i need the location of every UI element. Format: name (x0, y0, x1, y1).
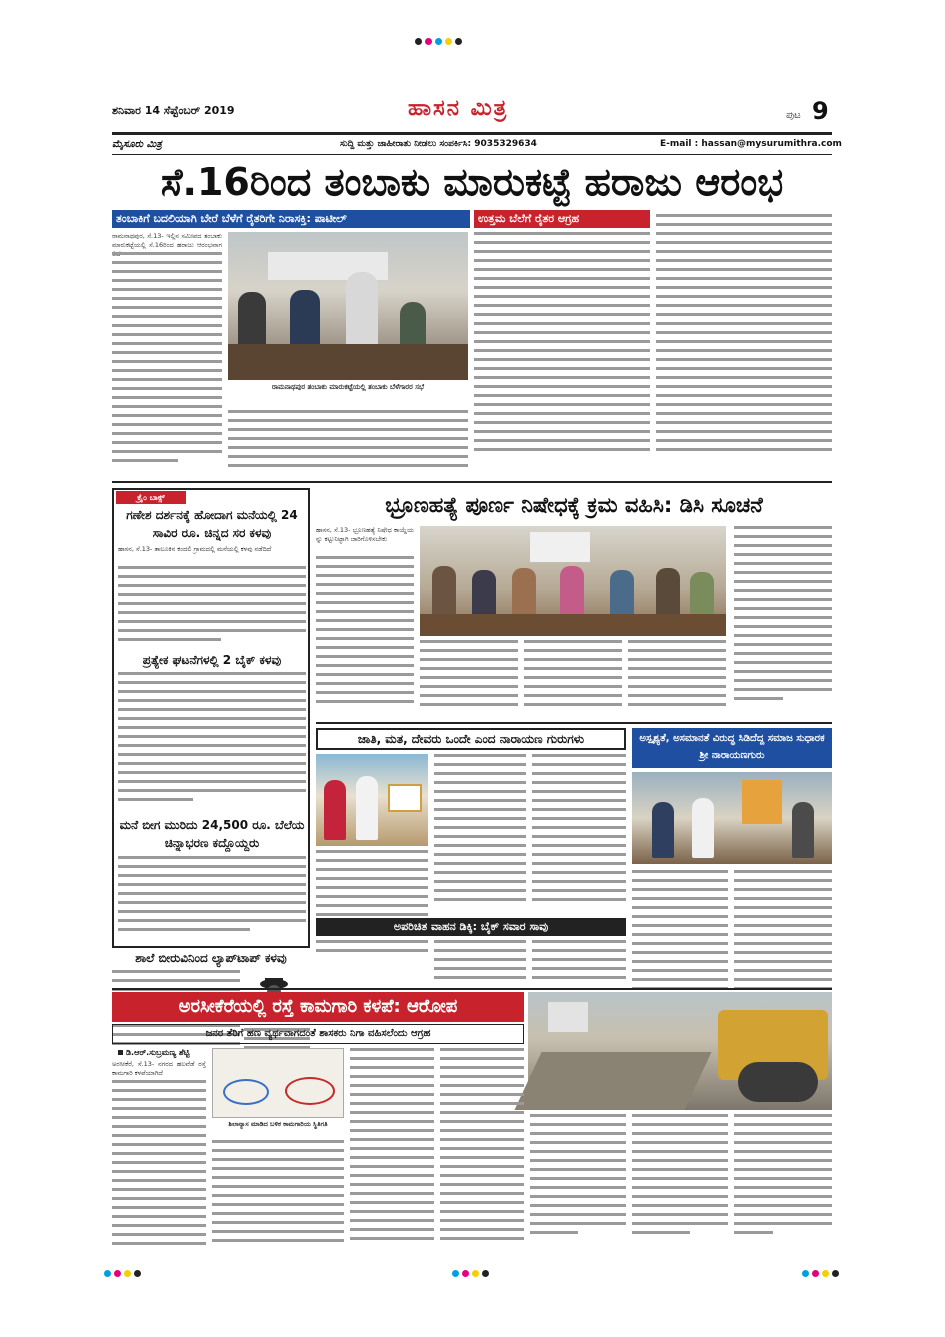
guru-headline-box (316, 728, 626, 750)
road-clipping-image (212, 1048, 344, 1118)
dc-photo-meeting (420, 526, 726, 636)
reformer-headline: ಅಸ್ಪೃಶ್ಯತೆ, ಅಸಮಾನತೆ ವಿರುದ್ಧ ಸಿಡಿದೆದ್ದ ಸಮಾಜ ಸುಧಾರಕ ಶ್ರೀ ನಾರಾಯಣಗುರು (639, 733, 825, 761)
lead-sub-right-text: ಉತ್ತಮ ಬೆಲೆಗೆ ರೈತರ ಆಗ್ರಹ (478, 212, 580, 225)
sub-logo: ಮೈಸೂರು ಮಿತ್ರ (112, 139, 162, 150)
page-label: ಪುಟ (786, 110, 801, 121)
road-col-4 (440, 1048, 524, 1250)
dc-bottom-rule (316, 722, 832, 724)
dc-intro: ಹಾಸನ, ಸೆ.13- ಭ್ರೂಣಹತ್ಯೆ ನಿಷೇಧ ಕಾಯ್ದೆಯನ್ನು ಕಟ್ಟುನಿಟ್ಟಾಗಿ ಜಾರಿಗೊಳಿಸಬೇಕು (316, 526, 414, 544)
road-photo (528, 992, 832, 1110)
road-subheadline: ಜನರ ತೆರಿಗೆ ಹಣ ವ್ಯರ್ಥವಾಗದಂತೆ ಶಾಸಕರು ನಿಗಾ ವಹಿಸಲೆಂದು ಆಗ್ರಹ (205, 1028, 431, 1039)
registration-dots-bottom-right (802, 1262, 842, 1281)
registration-dots-top (415, 30, 465, 49)
dc-col-4 (628, 640, 726, 718)
lead-col-3 (474, 232, 650, 477)
contact-rule (112, 154, 832, 155)
byline (118, 1048, 189, 1058)
road-col-6 (632, 1114, 728, 1250)
crime2-headline: ಪ್ರತ್ಯೇಕ ಘಟನೆಗಳಲ್ಲಿ 2 ಬೈಕ್ ಕಳವು (142, 653, 282, 667)
road-headline: ಅರಸೀಕೆರೆಯಲ್ಲಿ ರಸ್ತೆ ಕಾಮಗಾರಿ ಕಳಪೆ: ಆರೋಪ (178, 996, 458, 1017)
road-col-5 (530, 1114, 626, 1250)
road-col-1 (112, 1080, 206, 1250)
accident-col-1 (434, 940, 526, 984)
guru-headline: ಜಾತಿ, ಮತ, ದೇವರು ಒಂದೇ ಎಂದ ನಾರಾಯಣ ಗುರುಗಳು (357, 732, 585, 746)
road-intro: ಅರಸೀಕೆರೆ, ಸೆ.13- ನಗರದ ಹಲವೆಡೆ ರಸ್ತೆ ಕಾಮಗಾರಿ ಕಳಪೆಯಾಗಿದೆ (112, 1060, 206, 1078)
guru-col-3 (532, 754, 626, 914)
byline-text: ಡಿ.ಆರ್.ಸುಬ್ರಮಣ್ಯ ಶೆಟ್ಟಿ (126, 1048, 190, 1057)
crime1-intro: ಹಾಸನ, ಸೆ.13- ತಾಲೂಕಿನ ಕಂದಲಿ ಗ್ರಾಮದಲ್ಲಿ ಮನೆಯಲ್ಲಿ ಕಳವು ನಡೆದಿದೆ (118, 545, 272, 553)
road-subheadline-box (112, 1024, 524, 1044)
lead-sub-right (474, 210, 650, 228)
lead-photo-meeting (228, 232, 468, 380)
registration-dots-bottom-left (104, 1262, 144, 1281)
dc-col-3 (524, 640, 622, 718)
dc-headline: ಭ್ರೂಣಹತ್ಯೆ ಪೂರ್ಣ ನಿಷೇಧಕ್ಕೆ ಕ್ರಮ ವಹಿಸಿ: ಡಿಸಿ ಸೂಚನೆ (385, 493, 763, 517)
road-headline-box (112, 992, 524, 1022)
lead-sub-left (112, 210, 470, 228)
road-clipping-caption: ಶಿಲಾನ್ಯಾಸ ಮಾಡಿದ ಬಳಿಕ ಕಾಮಗಾರಿಯ ಸ್ಥಿತಿಗತಿ (228, 1120, 328, 1128)
crime1-headline: ಗಣೇಶ ದರ್ಶನಕ್ಕೆ ಹೋದಾಗ ಮನೆಯಲ್ಲಿ 24 ಸಾವಿರ ರೂ. ಚಿನ್ನದ ಸರ ಕಳವು (126, 508, 298, 540)
lead-col-2 (228, 410, 468, 478)
dc-col-5 (734, 526, 832, 718)
registration-dots-bottom-center (452, 1262, 492, 1281)
crime3-body (118, 856, 306, 942)
guru-photo-puja (316, 754, 428, 846)
accident-headline-box (316, 918, 626, 936)
lead-intro-text: ರಾಮನಾಥಪುರ, ಸೆ.13- ಇಲ್ಲಿನ ಸಮೀಪದ ತಂಬಾಕು ಮಾರುಕಟ್ಟೆಯಲ್ಲಿ ಸೆ.16ರಿಂದ ಹರಾಜು ಆರಂಭವಾಗ (112, 232, 222, 250)
masthead-rule (112, 132, 832, 135)
crime4-headline: ಶಾಲೆ ಬೀರುವಿನಿಂದ ಲ್ಯಾಪ್‌ಟಾಪ್ ಕಳವು (135, 951, 287, 965)
page-number: 9 (812, 97, 829, 125)
lead-photo-caption: ರಾಮನಾಥಪುರ ತಂಬಾಕು ಮಾರುಕಟ್ಟೆಯಲ್ಲಿ ತಂಬಾಕು ಬೆಳೆಗಾರರ ಸಭೆ (271, 383, 425, 391)
accident-headline: ಅಪರಿಚಿತ ವಾಹನ ಡಿಕ್ಕಿ: ಬೈಕ್ ಸವಾರ ಸಾವು (393, 920, 549, 933)
dc-col-1 (316, 556, 414, 718)
crime-tag: ಕ್ರೈಂ ಬಾಕ್ಸ್ (116, 491, 186, 504)
road-col-2 (212, 1140, 344, 1250)
date-line: ಶನಿವಾರ 14 ಸೆಪ್ಟೆಂಬರ್ 2019 (112, 104, 235, 117)
accident-col-2 (532, 940, 626, 984)
reformer-headline-box (632, 728, 832, 768)
crime2-body (118, 672, 306, 812)
dc-col-2 (420, 640, 518, 718)
guru-col-1 (316, 850, 428, 962)
guru-col-2 (434, 754, 526, 914)
email-line: E-mail : hassan@mysurumithra.com (660, 139, 842, 149)
road-col-3 (350, 1048, 434, 1250)
byline-icon (118, 1050, 123, 1055)
contact-line: ಸುದ್ದಿ ಮತ್ತು ಜಾಹೀರಾತು ನೀಡಲು ಸಂಪರ್ಕಿಸಿ: 9035329634 (340, 139, 537, 149)
reformer-photo (632, 772, 832, 864)
lead-headline: ಸೆ.16ರಿಂದ ತಂಬಾಕು ಮಾರುಕಟ್ಟೆ ಹರಾಜು ಆರಂಭ (160, 160, 784, 204)
lead-col-4 (656, 214, 832, 478)
lead-bottom-rule (112, 481, 832, 483)
road-col-7 (734, 1114, 832, 1250)
lead-col-1 (112, 252, 222, 477)
mid-bottom-rule (112, 988, 832, 990)
crime3-headline: ಮನೆ ಬೀಗ ಮುರಿದು 24,500 ರೂ. ಬೆಲೆಯ ಚಿನ್ನಾಭರಣ ಕದ್ದೊಯ್ದರು (119, 818, 305, 850)
crime1-body (118, 566, 306, 646)
paper-name-logo: ಹಾಸನ ಮಿತ್ರ (408, 96, 509, 121)
lead-sub-left-text: ತಂಬಾಕಿಗೆ ಬದಲಿಯಾಗಿ ಬೇರೆ ಬೆಳೆಗೆ ರೈತರಿಗೇ ನಿರಾಸಕ್ತಿ: ಪಾಟೀಲ್ (116, 212, 347, 225)
